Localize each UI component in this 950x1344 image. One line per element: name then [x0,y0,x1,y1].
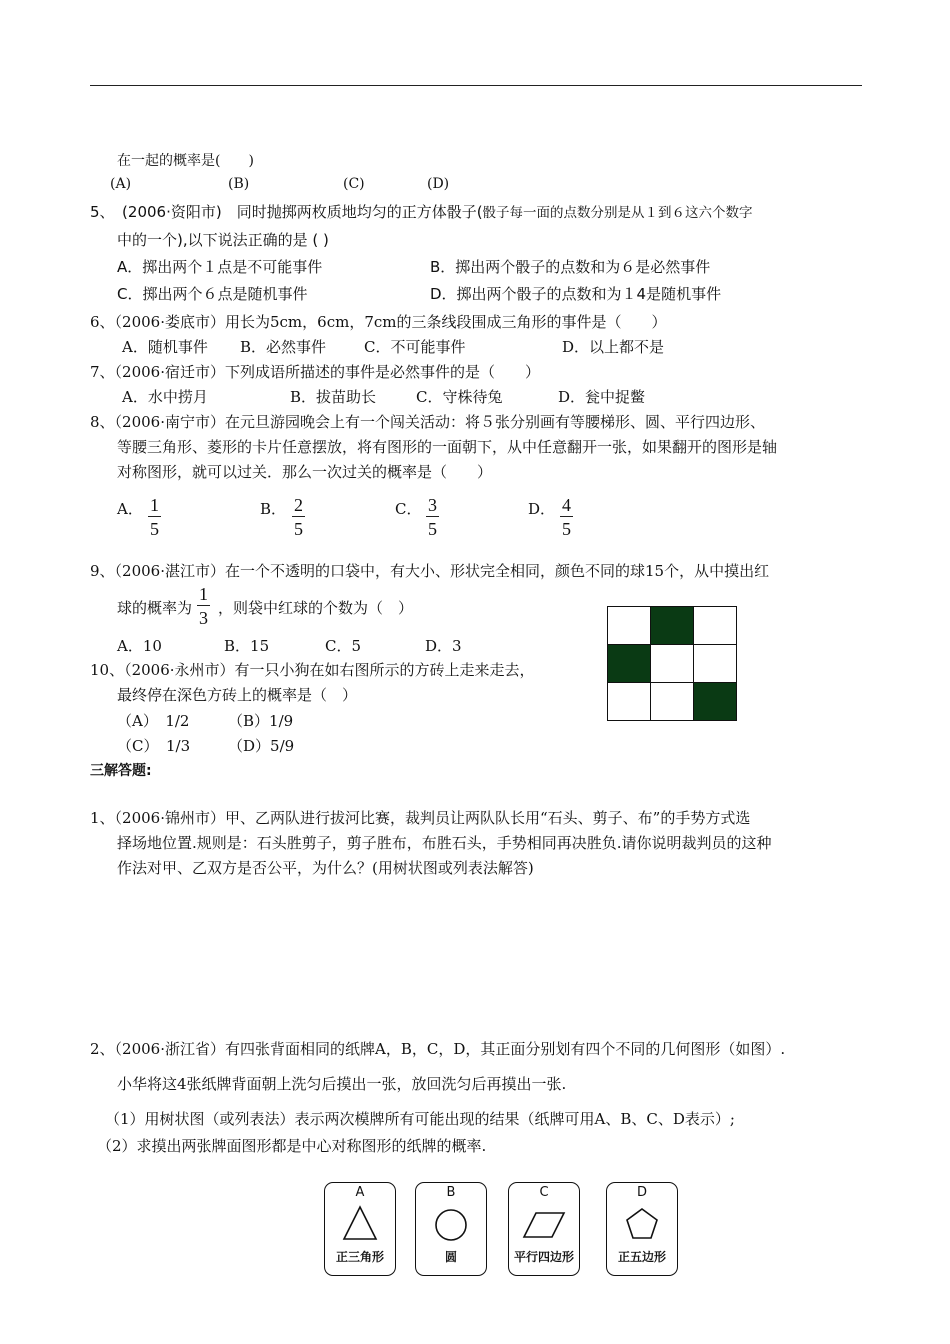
tile-light [608,683,651,721]
q8-option-b-fraction [292,496,305,538]
card-name: 圆 [444,1250,457,1264]
s2-line3: （1）用树状图（或列表法）表示两次模牌所有可能出现的结果（纸牌可用A、B、C、D表示）; [105,1110,735,1128]
s2-line2: 小华将这4张纸牌背面朝上洗匀后摸出一张，放回洗匀后再摸出一张. [117,1075,567,1093]
tile-light [694,645,737,683]
card-b [415,1182,487,1276]
s2-line1: 2、（2006·浙江省）有四张背面相同的纸牌A，B，C，D，其正面分别划有四个不同的几何图形（如图）. [90,1040,786,1058]
q9-line2-b: ，则袋中红球的个数为（ ） [218,599,414,617]
q8-line2: 等腰三角形、菱形的卡片任意摆放，将有图形的一面朝下，从中任意翻开一张，如果翻开的图形是轴 [117,438,778,456]
card-name: 正三角形 [335,1250,384,1264]
q8-option-a-fraction [148,496,161,538]
q7-option-a: A．水中捞月 [122,388,208,406]
q8-option-d-label: D． [528,500,556,518]
q10-option-c: （C） 1/3 [117,737,191,755]
q6-option-d: D．以上都不是 [562,338,665,356]
card-c [508,1182,580,1276]
fraction-numerator: 2 [294,495,303,515]
q8-option-c-fraction [426,496,439,538]
q4-option-d: (D) [427,176,450,192]
section-title: 三解答题: [90,763,152,779]
q9-option-c: C．5 [325,637,362,655]
tile-dark [608,645,651,683]
q5-option-b: B．掷出两个骰子的点数和为６是必然事件 [430,258,711,276]
q5-line2: 中的一个),以下说法正确的是 ( ) [117,231,329,249]
q8-option-d-fraction [560,496,573,538]
triangle-icon [340,1203,380,1243]
q9-line2-a: 球的概率为 [117,599,193,617]
fraction-numerator: 1 [150,495,159,515]
q6-option-c: C．不可能事件 [364,338,466,356]
fraction-denominator: 5 [560,516,573,538]
card-name: 正五边形 [617,1250,666,1264]
tile-light [651,645,694,683]
q10-line2: 最终停在深色方砖上的概率是（ ） [117,686,358,704]
fraction-denominator: 5 [292,516,305,538]
fraction-numerator: 1 [199,584,208,604]
card-letter: C [539,1185,549,1200]
s1-line2: 择场地位置.规则是：石头胜剪子，剪子胜布，布胜石头，手势相同再决胜负.请你说明裁判员的这种 [117,834,772,852]
q10-option-a: （A） 1/2 [117,712,190,730]
q9-line1: 9、（2006·湛江市）在一个不透明的口袋中，有大小、形状完全相同，颜色不同的球15个，从中摸出红 [90,562,770,580]
q6-option-b: B．必然事件 [240,338,327,356]
tile-light [608,607,651,645]
q5-line1 [90,201,753,222]
tile-dark [694,683,737,721]
tile-light [694,607,737,645]
q5-line1-suffix: 骰子每一面的点数分别是从１到６这六个数字 [482,205,753,221]
q8-option-a-label: A． [117,500,143,518]
tile-dark [651,607,694,645]
s1-line1: 1、（2006·锦州市）甲、乙两队进行拔河比赛，裁判员让两队队长用“石头、剪子、布”的手势方式选 [90,809,751,827]
card-d [606,1182,678,1276]
q4-option-c: (C) [343,176,365,192]
q7-option-c: C．守株待兔 [416,388,503,406]
q7-option-b: B．拔苗助长 [290,388,377,406]
fraction-numerator: 3 [428,495,437,515]
fraction-denominator: 5 [148,516,161,538]
card-letter: A [355,1185,365,1200]
q9-fraction [197,585,210,627]
q6-stem: 6、（2006·娄底市）用长为5cm，6cm，7cm的三条线段围成三角形的事件是（ ） [90,313,667,331]
fraction-denominator: 3 [197,605,210,627]
q8-option-b-label: B． [260,500,287,518]
circle-icon [431,1203,471,1243]
q8-line1: 8、（2006·南宁市）在元旦游园晚会上有一个闯关活动：将５张分别画有等腰梯形、圆、平行四边形、 [90,413,765,431]
q5-option-a: A．掷出两个１点是不可能事件 [117,258,323,276]
q10-option-d: （D）5/9 [228,737,295,755]
tile-grid-figure [607,606,737,721]
q10-option-b: （B）1/9 [228,712,294,730]
q8-line3: 对称图形，就可以过关．那么一次过关的概率是（ ） [117,463,493,481]
fraction-numerator: 4 [562,495,571,515]
q7-stem: 7、（2006·宿迁市）下列成语所描述的事件是必然事件的是（ ） [90,363,540,381]
s2-line4: （2）求摸出两张牌面图形都是中心对称图形的纸牌的概率. [97,1137,487,1155]
q4-option-a: (A) [110,176,132,192]
q7-option-d: D．瓮中捉鳖 [558,388,646,406]
q9-option-d: D．3 [425,637,462,655]
q4-tail: 在一起的概率是( ) [117,153,254,169]
tile-light [651,683,694,721]
q5-option-c: C．掷出两个６点是随机事件 [117,285,308,303]
q4-option-b: (B) [228,176,250,192]
q8-option-c-label: C． [395,500,422,518]
q10-line1: 10、（2006·永州市）有一只小狗在如右图所示的方砖上走来走去， [90,661,535,679]
card-a [324,1182,396,1276]
parallelogram-icon [522,1203,566,1243]
pentagon-icon [622,1203,662,1243]
card-letter: D [636,1185,647,1200]
q6-option-a: A．随机事件 [122,338,208,356]
q9-option-a: A．10 [117,637,162,655]
card-letter: B [446,1185,456,1200]
q9-option-b: B．15 [224,637,270,655]
fraction-denominator: 5 [426,516,439,538]
q5-option-d: D．掷出两个骰子的点数和为１4是随机事件 [430,285,722,303]
header-rule [90,85,862,86]
card-name: 平行四边形 [513,1250,574,1264]
q5-line1-prefix: 5、 (2006·资阳市) 同时抛掷两枚质地均匀的正方体骰子( [90,203,483,221]
s1-line3: 作法对甲、乙双方是否公平，为什么？(用树状图或列表法解答) [117,859,534,877]
